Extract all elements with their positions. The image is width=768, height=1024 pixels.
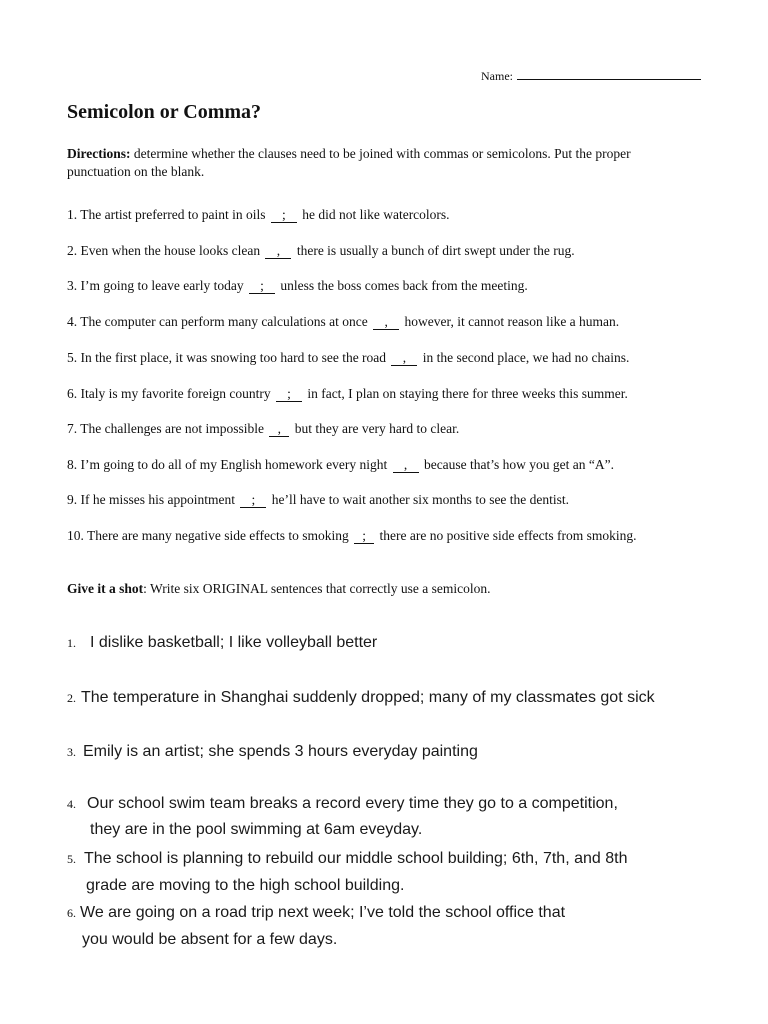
name-field[interactable]	[481, 68, 701, 84]
give-it-a-shot-text: : Write six ORIGINAL sentences that correctly use a semicolon.	[143, 581, 491, 596]
answer-blank[interactable]: ;	[271, 208, 297, 223]
question-9: 9. If he misses his appointment ; he’ll have to wait another six months to see the dentist.	[67, 492, 570, 507]
directions-text: determine whether the clauses need to be joined with commas or semicolons. Put the proper punctuation on the blank.	[67, 146, 631, 179]
name-label: Name:	[481, 69, 513, 83]
answer-sentence-4[interactable]: 4. Our school swim team breaks a record every time they go to a competition,	[67, 795, 618, 812]
directions-label: Directions:	[67, 146, 131, 161]
question-7: 7. The challenges are not impossible , but they are very hard to clear.	[67, 421, 460, 436]
answer-sentence-6[interactable]: 6. We are going on a road trip next week; I’ve told the school office that	[67, 904, 566, 921]
answer-blank[interactable]: ,	[393, 458, 419, 473]
answer-blank[interactable]: ;	[276, 387, 302, 402]
answer-blank[interactable]: ;	[249, 279, 275, 294]
directions	[67, 145, 697, 181]
give-it-a-shot-label: Give it a shot	[67, 581, 144, 596]
name-blank-line[interactable]	[517, 68, 701, 80]
answer-blank[interactable]: ;	[240, 493, 266, 508]
question-6: 6. Italy is my favorite foreign country ; in fact, I plan on staying there for three weeks this summer.	[67, 386, 628, 401]
question-3: 3. I’m going to leave early today ; unless the boss comes back from the meeting.	[67, 278, 528, 293]
question-2: 2. Even when the house looks clean , there is usually a bunch of dirt swept under the rug.	[67, 243, 575, 258]
answer-sentence-3[interactable]: 3. Emily is an artist; she spends 3 hours everyday painting	[67, 743, 478, 760]
answer-sentence-4-line-2: they are in the pool swimming at 6am eveyday.	[90, 821, 423, 838]
answer-sentence-2[interactable]: 2. The temperature in Shanghai suddenly dropped; many of my classmates got sick	[67, 689, 655, 706]
answer-blank[interactable]: ,	[391, 351, 417, 366]
question-1: 1. The artist preferred to paint in oils ; he did not like watercolors.	[67, 207, 450, 222]
answer-blank[interactable]: ,	[373, 315, 399, 330]
question-10: 10. There are many negative side effects to smoking ; there are no positive side effects from smoking.	[67, 528, 637, 543]
answer-blank[interactable]: ,	[265, 244, 291, 259]
answer-sentence-6-line-2: you would be absent for a few days.	[82, 931, 338, 948]
page-title: Semicolon or Comma?	[67, 101, 262, 123]
answer-blank[interactable]: ;	[354, 529, 374, 544]
question-5: 5. In the first place, it was snowing too hard to see the road , in the second place, we had no chains.	[67, 350, 630, 365]
question-4: 4. The computer can perform many calculations at once , however, it cannot reason like a human.	[67, 314, 620, 329]
answer-sentence-1[interactable]: 1. I dislike basketball; I like volleyball better	[67, 634, 378, 651]
answer-blank[interactable]: ,	[269, 422, 289, 437]
question-8: 8. I’m going to do all of my English homework every night , because that’s how you get an “A”.	[67, 457, 615, 472]
answer-sentence-5[interactable]: 5. The school is planning to rebuild our middle school building; 6th, 7th, and 8th	[67, 850, 628, 867]
answer-sentence-5-line-2: grade are moving to the high school building.	[86, 877, 405, 894]
give-it-a-shot-instructions	[67, 581, 490, 597]
